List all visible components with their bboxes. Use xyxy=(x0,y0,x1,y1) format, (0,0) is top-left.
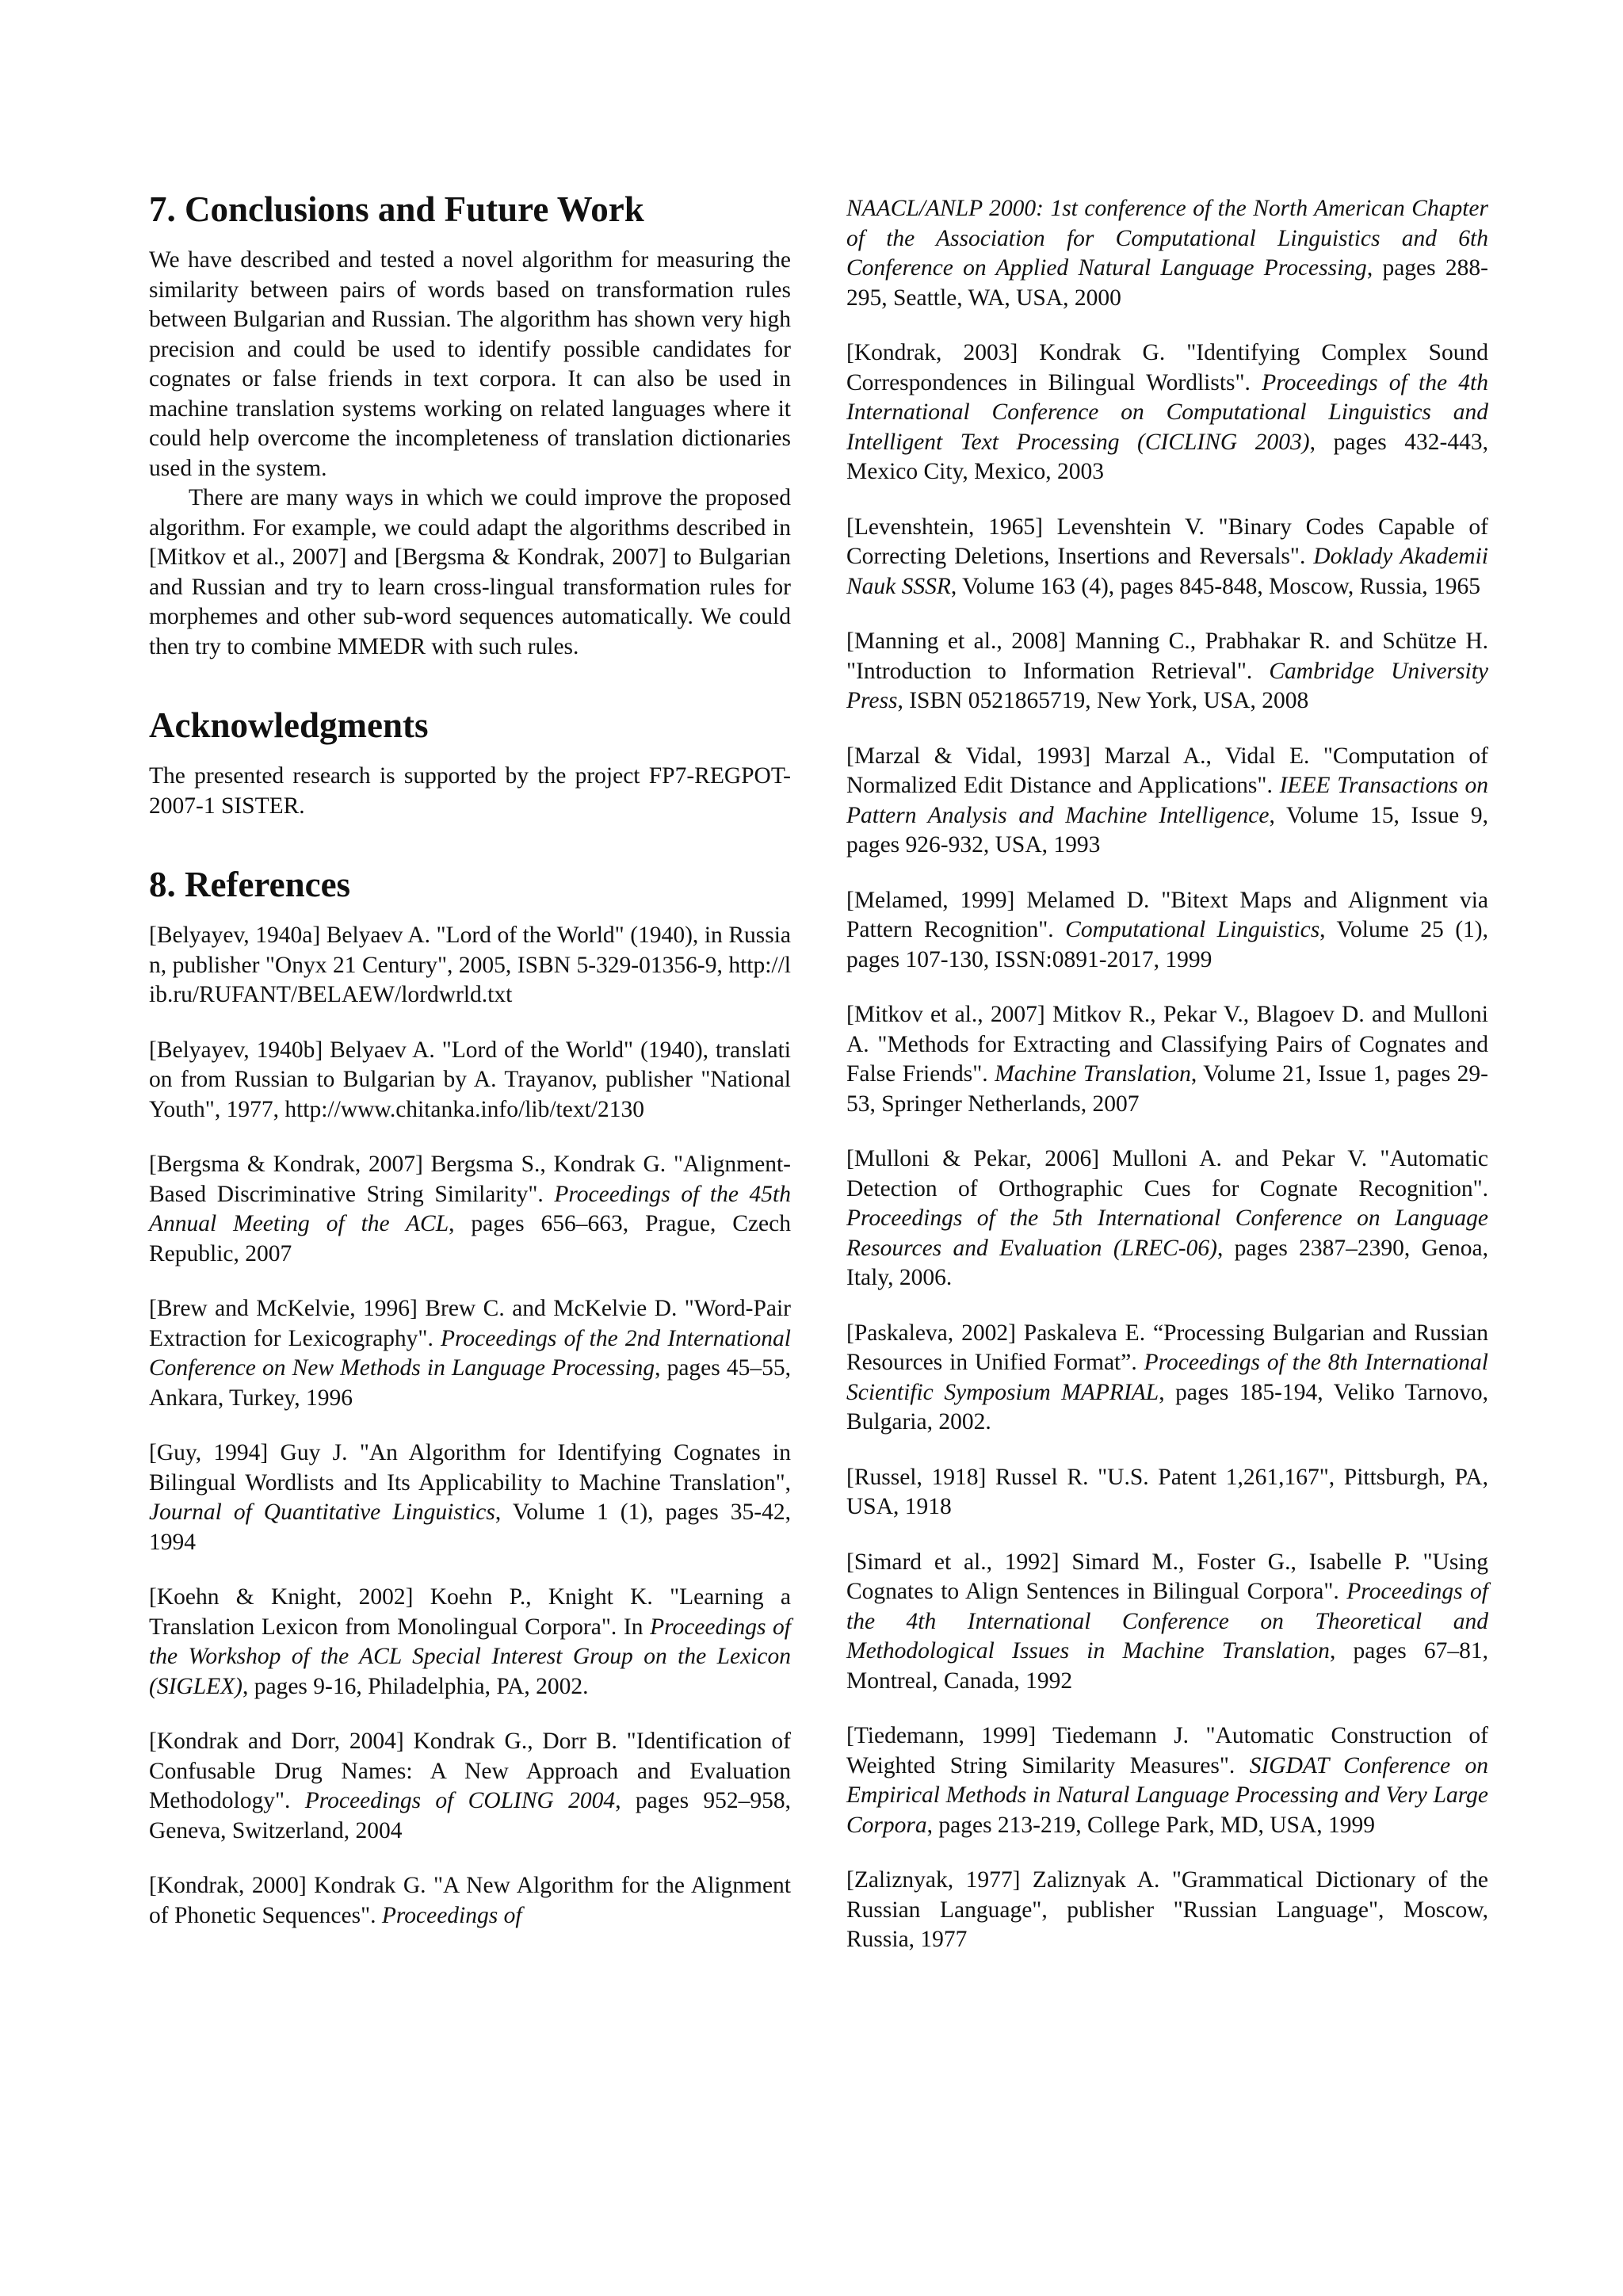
reference-entry: [Kondrak, 2003] Kondrak G. "Identifying Complex Sound Correspondences in Bilingual Wordlists". Proceedings of the 4th International Conference on Computational Linguistics and Intelligent Text Processing (CICLING 2003), pages 432-443, Mexico City, Mexico, 2003 xyxy=(846,340,1489,484)
reference-entry: [Russel, 1918] Russel R. "U.S. Patent 1,261,167", Pittsburgh, PA, USA, 1918 xyxy=(846,1464,1488,1519)
section-heading-acknowledgments: Acknowledgments xyxy=(149,705,429,745)
right-column xyxy=(846,194,1488,1955)
reference-entry: [Manning et al., 2008] Manning C., Prabhakar R. and Schütze H. "Introduction to Information Retrieval". Cambridge University Press, ISBN 0521865719, New York, USA, 2008 xyxy=(846,628,1488,713)
section-heading-references: 8. References xyxy=(149,865,351,904)
reference-entry: [Marzal & Vidal, 1993] Marzal A., Vidal E. "Computation of Normalized Edit Distance and Applications". IEEE Transactions on Pattern Analysis and Machine Intelligence, Volume 15, Issue 9, pages 926-932, USA, 1993 xyxy=(846,743,1488,858)
reference-entry: [Koehn & Knight, 2002] Koehn P., Knight K. "Learning a Translation Lexicon from Monolingual Corpora". In Proceedings of the Workshop of the ACL Special Interest Group on the Lexicon (SIGLEX), pages 9-16, Philadelphia, PA, 2002. xyxy=(149,1584,791,1699)
conclusions-paragraph-2: There are many ways in which we could improve the proposed algorithm. For example, we could adapt the algorithms described in [Mitkov et al., 2007] and [Bergsma & Kondrak, 2007] to Bulgarian and Russian and try to learn cross-lingual transformation rules for morphemes and other sub-word sequences automatically. We could then try to combine MMEDR with such rules. xyxy=(149,485,791,659)
reference-entry: [Kondrak, 2000] Kondrak G. "A New Algorithm for the Alignment of Phonetic Sequences". Proceedings of xyxy=(149,1873,791,1928)
conclusions-paragraph-1: We have described and tested a novel algorithm for measuring the similarity between pairs of words based on transformation rules between Bulgarian and Russian. The algorithm has shown very high precision and could be used to identify possible candidates for cognates or false friends in text corpora. It can also be used in machine translation systems working on related languages where it could help overcome the incompleteness of translation dictionaries used in the system. xyxy=(149,247,791,481)
reference-list-right xyxy=(846,194,1488,1955)
reference-entry: [Bergsma & Kondrak, 2007] Bergsma S., Kondrak G. "Alignment-Based Discriminative String Similarity". Proceedings of the 45th Annual Meeting of the ACL, pages 656–663, Prague, Czech Republic, 2007 xyxy=(149,1152,792,1266)
reference-entry: [Paskaleva, 2002] Paskaleva E. “Processing Bulgarian and Russian Resources in Unified Format”. Proceedings of the 8th International Scientific Symposium MAPRIAL, pages 185-194, Veliko Tarnovo, Bulgaria, 2002. xyxy=(846,1320,1488,1435)
reference-entry: [Tiedemann, 1999] Tiedemann J. "Automatic Construction of Weighted String Similarity Measures". SIGDAT Conference on Empirical Methods in Natural Language Processing and Very Large Corpora, pages 213-219, College Park, MD, USA, 1999 xyxy=(846,1723,1488,1838)
reference-entry: [Simard et al., 1992] Simard M., Foster G., Isabelle P. "Using Cognates to Align Sentences in Bilingual Corpora". Proceedings of the 4th International Conference on Theoretical and Methodological Issues in Machine Translation, pages 67–81, Montreal, Canada, 1992 xyxy=(846,1549,1489,1694)
reference-entry: [Belyayev, 1940a] Belyaev A. "Lord of the World" (1940), in Russian, publisher "Onyx 21 Century", 2005, ISBN 5-329-01356-9, http://lib.ru/RUFANT/BELAEW/lordwrld.txt xyxy=(149,923,791,1007)
reference-entry: [Kondrak and Dorr, 2004] Kondrak G., Dorr B. "Identification of Confusable Drug Names: A New Approach and Evaluation Methodology". Proceedings of COLING 2004, pages 952–958, Geneva, Switzerland, 2004 xyxy=(149,1729,792,1843)
reference-entry-continued: NAACL/ANLP 2000: 1st conference of the North American Chapter of the Association for Computational Linguistics and 6th Conference on Applied Natural Language Processing, pages 288-295, Seattle, WA, USA, 2000 xyxy=(846,196,1488,311)
section-heading-conclusions: 7. Conclusions and Future Work xyxy=(149,189,644,229)
reference-list-left xyxy=(149,921,791,1931)
left-column xyxy=(149,189,791,1931)
reference-entry: [Guy, 1994] Guy J. "An Algorithm for Identifying Cognates in Bilingual Wordlists and Its Applicability to Machine Translation", Journal of Quantitative Linguistics, Volume 1 (1), pages 35-42, 1994 xyxy=(149,1440,791,1555)
reference-entry: [Mulloni & Pekar, 2006] Mulloni A. and Pekar V. "Automatic Detection of Orthographic Cues for Cognate Recognition". Proceedings of the 5th International Conference on Language Resources and Evaluation (LREC-06), pages 2387–2390, Genoa, Italy, 2006. xyxy=(846,1146,1488,1290)
reference-entry: [Brew and McKelvie, 1996] Brew C. and McKelvie D. "Word-Pair Extraction for Lexicography". Proceedings of the 2nd International Conference on New Methods in Language Processing, pages 45–55, Ankara, Turkey, 1996 xyxy=(149,1296,791,1411)
reference-entry: [Belyayev, 1940b] Belyaev A. "Lord of the World" (1940), translation from Russian to Bulgarian by A. Trayanov, publisher "National Youth", 1977, http://www.chitanka.info/lib/text/2130 xyxy=(149,1037,791,1122)
acknowledgments-paragraph: The presented research is supported by the project FP7-REGPOT-2007-1 SISTER. xyxy=(149,763,791,819)
reference-entry: [Levenshtein, 1965] Levenshtein V. "Binary Codes Capable of Correcting Deletions, Insertions and Reversals". Doklady Akademii Nauk SSSR, Volume 163 (4), pages 845-848, Moscow, Russia, 1965 xyxy=(846,514,1488,599)
reference-entry: [Melamed, 1999] Melamed D. "Bitext Maps and Alignment via Pattern Recognition". Computational Linguistics, Volume 25 (1), pages 107-130, ISSN:0891-2017, 1999 xyxy=(846,887,1488,972)
reference-entry: [Zaliznyak, 1977] Zaliznyak A. "Grammatical Dictionary of the Russian Language", publisher "Russian Language", Moscow, Russia, 1977 xyxy=(846,1867,1488,1952)
reference-entry: [Mitkov et al., 2007] Mitkov R., Pekar V., Blagoev D. and Mulloni A. "Methods for Extracting and Classifying Pairs of Cognates and False Friends". Machine Translation, Volume 21, Issue 1, pages 29-53, Springer Netherlands, 2007 xyxy=(846,1002,1488,1117)
